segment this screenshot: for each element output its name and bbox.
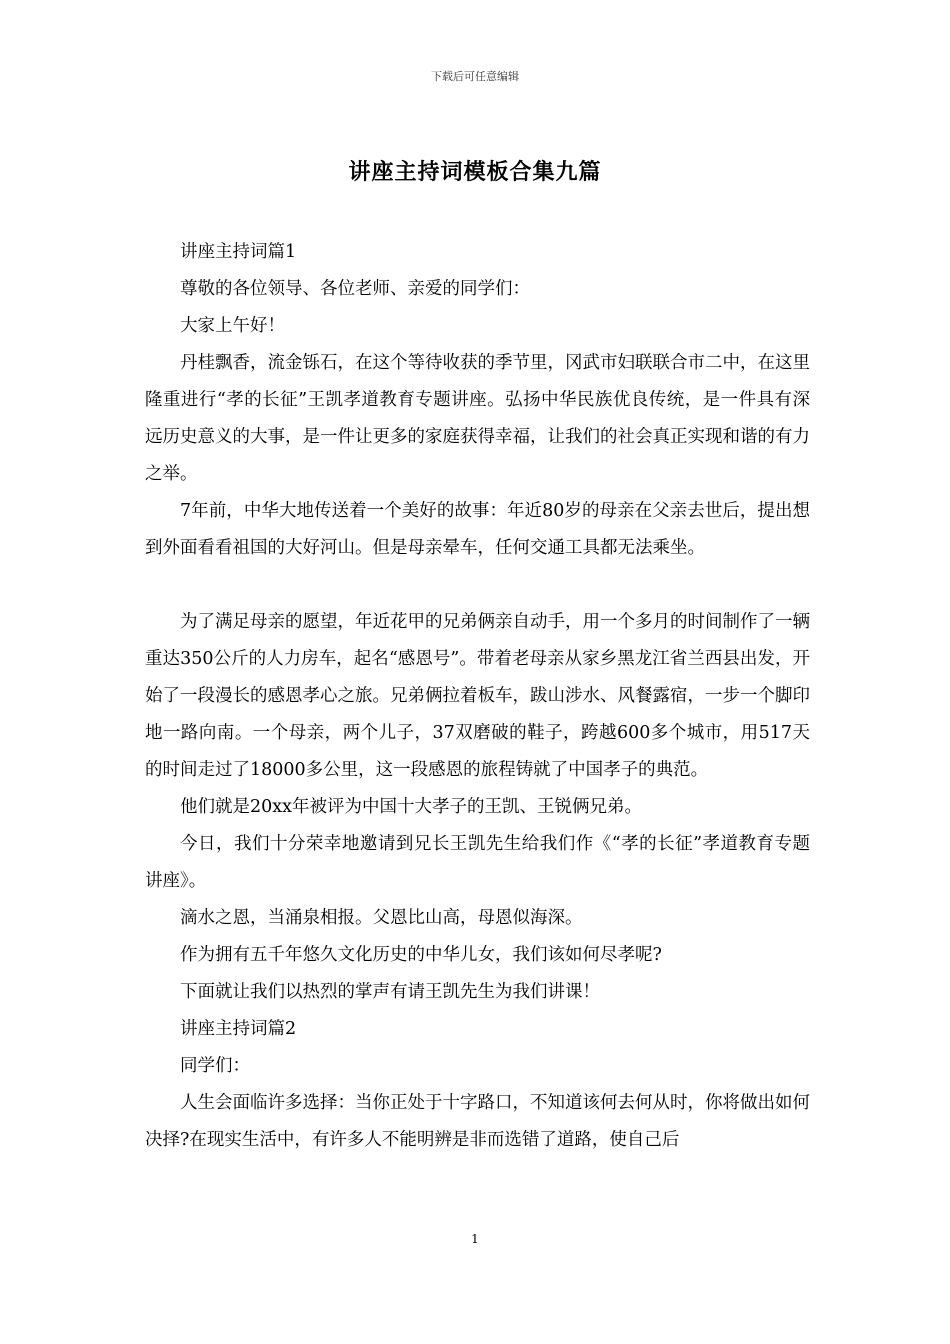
document-body: [145, 234, 810, 1159]
page-header: 下载后可任意编辑: [431, 70, 519, 83]
greeting: 大家上午好！: [180, 316, 285, 336]
body-paragraph: 下面就让我们以热烈的掌声有请王凯先生为我们讲课！: [180, 982, 600, 1002]
section-heading: 讲座主持词篇2: [180, 1019, 297, 1039]
salutation: 尊敬的各位领导、各位老师、亲爱的同学们：: [180, 279, 530, 299]
salutation: 同学们：: [180, 1056, 250, 1076]
body-paragraph: 今日，我们十分荣幸地邀请到兄长王凯先生给我们作《“孝的长征”孝道教育专题讲座》。: [145, 834, 810, 891]
body-paragraph: 丹桂飘香，流金铄石，在这个等待收获的季节里，冈武市妇联联合市二中，在这里隆重进行“孝的长征”王凯孝道教育专题讲座。弘扬中华民族优良传统，是一件具有深远历史意义的大事，是一件让更多的家庭获得幸福，让我们的社会真正实现和谐的有力之举。: [145, 353, 810, 484]
page-number: 1: [471, 1232, 479, 1246]
body-paragraph: 为了满足母亲的愿望，年近花甲的兄弟俩亲自动手，用一个多月的时间制作了一辆重达350公斤的人力房车，起名“感恩号”。带着老母亲从家乡黑龙江省兰西县出发，开始了一段漫长的感恩孝心之旅。兄弟俩拉着板车，跋山涉水、风餐露宿，一步一个脚印地一路向南。一个母亲，两个儿子，37双磨破的鞋子，跨越600多个城市，用517天的时间走过了18000多公里，这一段感恩的旅程铸就了中国孝子的典范。: [145, 612, 810, 780]
section-heading: 讲座主持词篇1: [180, 242, 297, 262]
document-title: 讲座主持词模板合集九篇: [348, 159, 602, 185]
body-paragraph: 滴水之恩，当涌泉相报。父恩比山高，母恩似海深。: [180, 908, 583, 928]
body-paragraph: 7年前，中华大地传送着一个美好的故事：年近80岁的母亲在父亲去世后，提出想到外面看看祖国的大好河山。但是母亲晕车，任何交通工具都无法乘坐。: [145, 501, 810, 558]
body-paragraph: 他们就是20xx年被评为中国十大孝子的王凯、王锐俩兄弟。: [180, 797, 643, 817]
body-paragraph: 人生会面临许多选择：当你正处于十字路口，不知道该何去何从时，你将做出如何决择?在现实生活中，有许多人不能明辨是非而选错了道路，使自己后: [145, 1093, 810, 1150]
body-paragraph: 作为拥有五千年悠久文化历史的中华儿女，我们该如何尽孝呢?: [180, 945, 662, 965]
